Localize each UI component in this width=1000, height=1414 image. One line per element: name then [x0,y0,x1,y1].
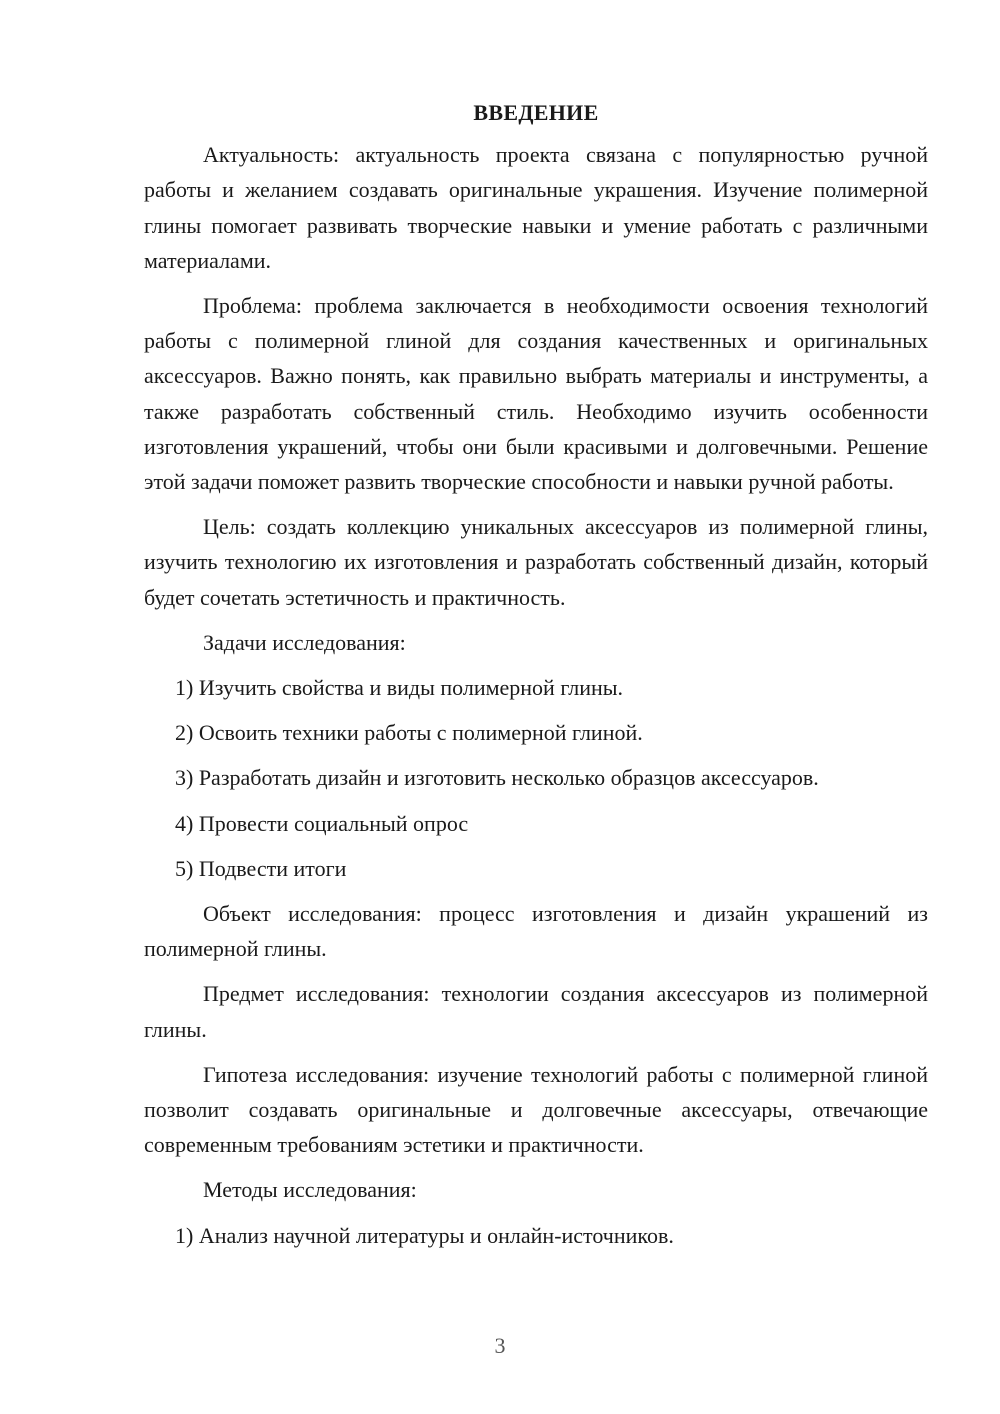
list-item: 1) Изучить свойства и виды полимерной глины. [175,675,624,701]
page-title: ВВЕДЕНИЕ [473,100,599,125]
subject-paragraph: Предмет исследования: технологии создания аксессуаров из полимерной глины. [144,981,928,1042]
list-item: 1) Анализ научной литературы и онлайн-источников. [175,1222,674,1248]
list-item: 2) Освоить техники работы с полимерной глиной. [175,720,643,746]
goal-paragraph: Цель: создать коллекцию уникальных аксессуаров из полимерной глины, изучить технологию их изготовления и разработать собственный дизайн, который будет сочетать эстетичность и практичность. [144,514,928,610]
tasks-heading: Задачи исследования: [203,629,406,655]
tasks-list [144,670,928,886]
page-number: 3 [494,1333,506,1358]
list-item: 3) Разработать дизайн и изготовить несколько образцов аксессуаров. [175,765,819,791]
list-item: 4) Провести социальный опрос [175,810,469,836]
hypothesis-paragraph: Гипотеза исследования: изучение технологий работы с полимерной глиной позволит создавать оригинальные и долговечные аксессуары, отвечающие современным требованиям эстетики и практичности. [144,1061,928,1158]
document-page [144,95,928,1263]
object-paragraph: Объект исследования: процесс изготовления и дизайн украшений из полимерной глины. [144,901,928,962]
problem-paragraph: Проблема: проблема заключается в необходимости освоения технологий работы с полимерной глиной для создания качественных и оригинальных аксессуаров. Важно понять, как правильно выбрать материалы и инструменты, а также разработать собственный стиль. Необходимо изучить особенности изготовления украшений, чтобы они были красивыми и долговечными. Решение этой задачи поможет развить творческие способности и навыки ручной работы. [144,293,928,495]
relevance-paragraph: Актуальность: актуальность проекта связана с популярностью ручной работы и желанием создавать оригинальные украшения. Изучение полимерной глины помогает развивать творческие навыки и умение работать с различными материалами. [144,142,928,273]
list-item: 5) Подвести итоги [175,855,347,881]
methods-heading: Методы исследования: [203,1177,417,1203]
methods-list [144,1218,928,1253]
